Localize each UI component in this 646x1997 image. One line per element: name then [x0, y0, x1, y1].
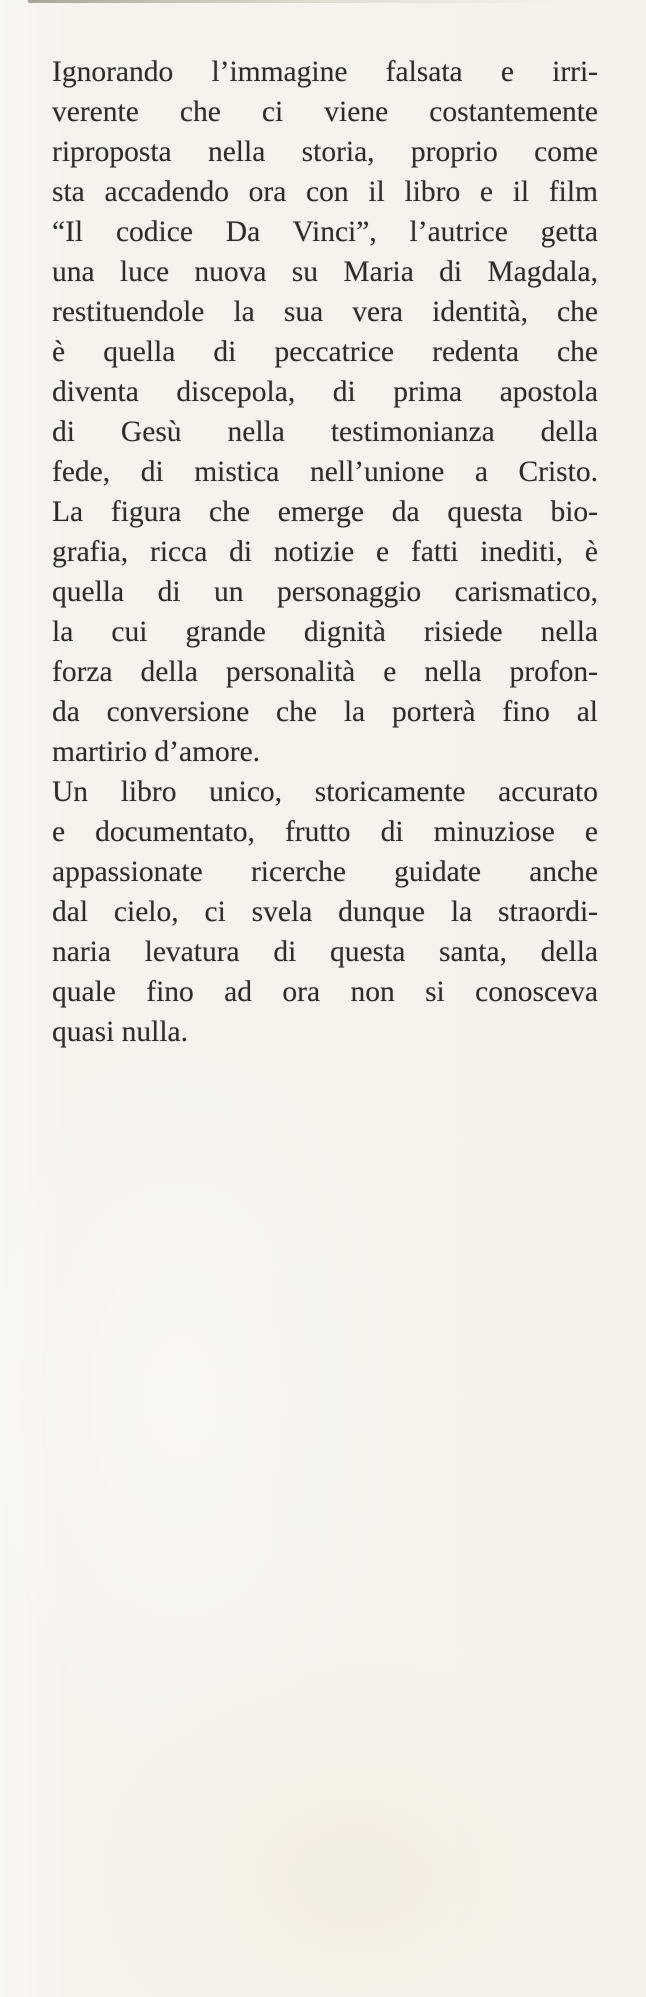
text-line: riproposta nella storia, proprio come: [52, 136, 598, 168]
text-line: quale fino ad ora non si conosceva: [52, 976, 598, 1008]
text-line: “Il codice Da Vinci”, l’autrice getta: [52, 216, 598, 248]
text-line: da conversione che la porterà fino al: [52, 696, 598, 728]
scan-edge-artifact: [28, 0, 558, 3]
text-line: martirio d’amore.: [52, 736, 261, 768]
text-line: naria levatura di questa santa, della: [52, 936, 598, 968]
text-line: quasi nulla.: [52, 1016, 189, 1048]
text-line: diventa discepola, di prima apostola: [52, 376, 598, 408]
text-line: restituendole la sua vera identità, che: [52, 296, 598, 328]
text-line: di Gesù nella testimonianza della: [52, 416, 598, 448]
text-line: la cui grande dignità risiede nella: [52, 616, 598, 648]
text-line: sta accadendo ora con il libro e il film: [52, 176, 598, 208]
text-line: verente che ci viene costantemente: [52, 96, 598, 128]
text-line: La figura che emerge da questa bio-: [52, 496, 598, 528]
text-line: Un libro unico, storicamente accurato: [52, 776, 598, 808]
text-line: dal cielo, ci svela dunque la straordi-: [52, 896, 598, 928]
text-block: [52, 52, 598, 1052]
text-line: forza della personalità e nella profon-: [52, 656, 598, 688]
text-line: è quella di peccatrice redenta che: [52, 336, 598, 368]
text-line: una luce nuova su Maria di Magdala,: [52, 256, 598, 288]
text-line: e documentato, frutto di minuziose e: [52, 816, 598, 848]
text-line: fede, di mistica nell’unione a Cristo.: [52, 456, 598, 488]
text-line: Ignorando l’immagine falsata e irri-: [52, 56, 598, 88]
text-line: quella di un personaggio carismatico,: [52, 576, 598, 608]
paragraph: [52, 52, 598, 492]
paragraph: [52, 492, 598, 772]
paragraph: [52, 772, 598, 1052]
text-line: grafia, ricca di notizie e fatti inediti, è: [52, 536, 598, 568]
text-line: appassionate ricerche guidate anche: [52, 856, 598, 888]
